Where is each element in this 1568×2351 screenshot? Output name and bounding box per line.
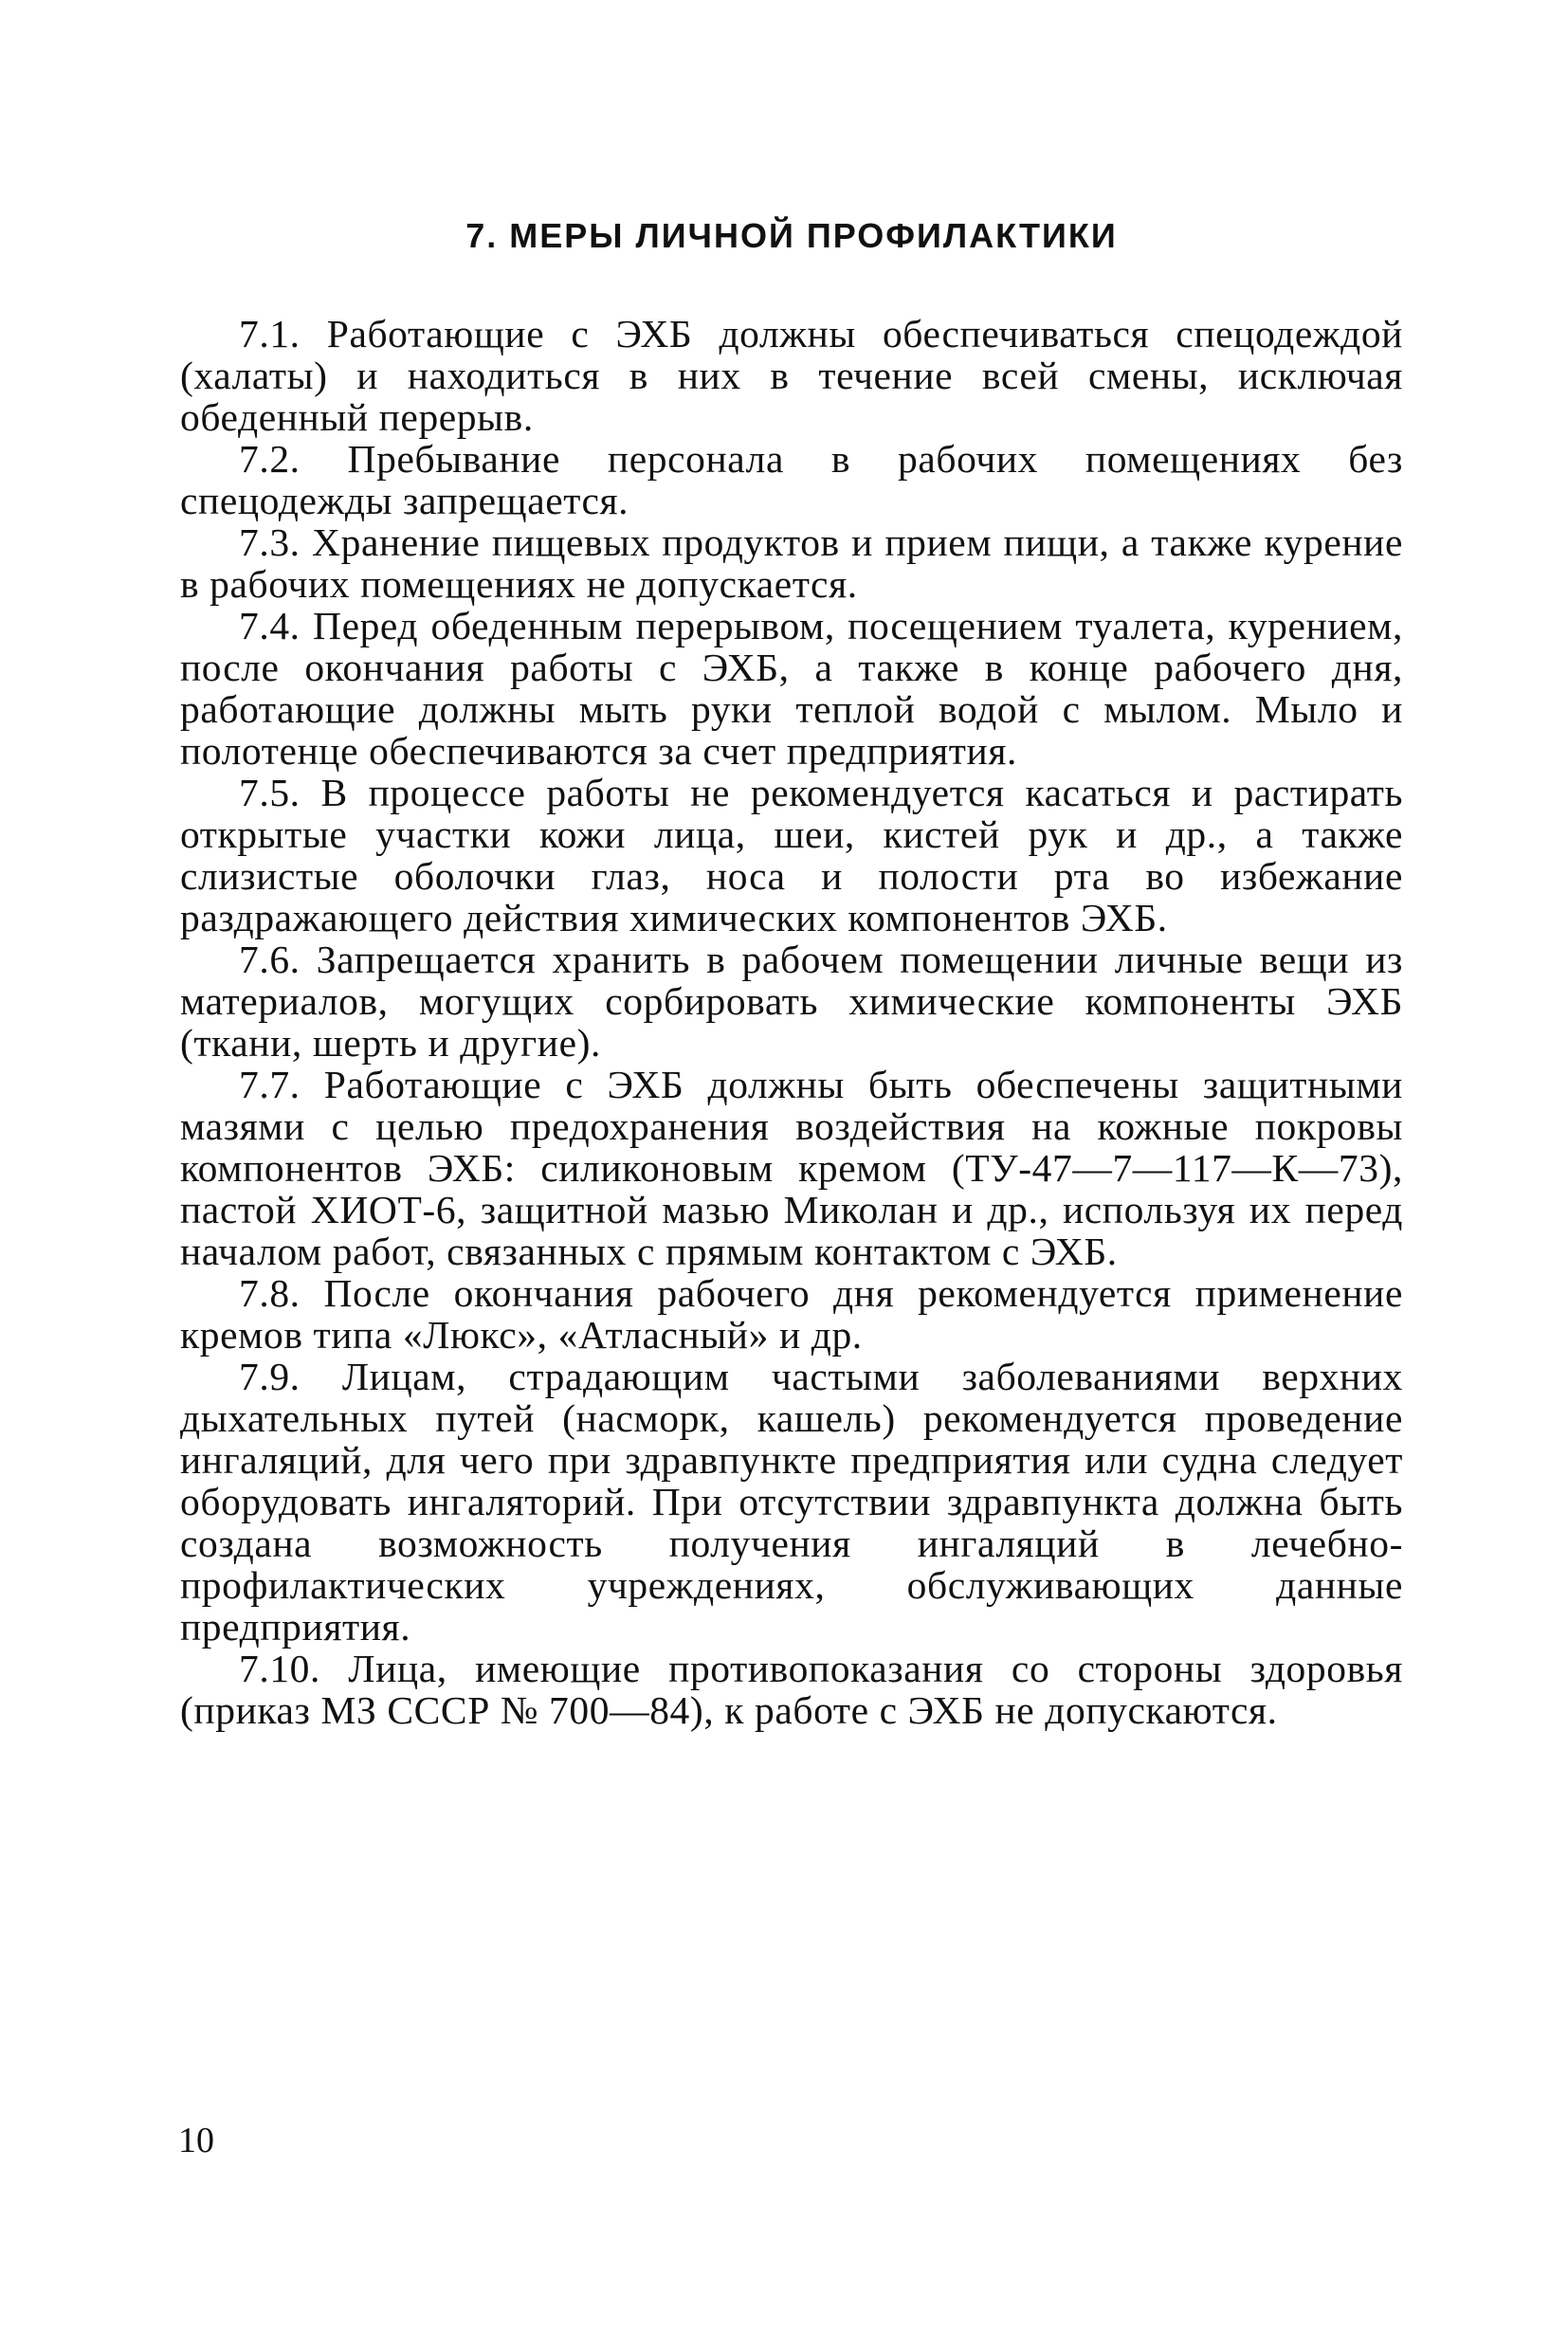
paragraph-7-9: 7.9. Лицам, страдающим частыми заболеваниями верхних дыхательных путей (насморк, кашель) рекомендуется проведение ингаляций, для чего при здравпункте предприятия или судна следует оборудовать ингаляторий. При отсутствии здравпункта должна быть создана возможность получения ингаляций в лечебно-профилактических учреждениях, обслуживающих данные предприятия. [180, 1355, 1403, 1649]
paragraph-7-6: 7.6. Запрещается хранить в рабочем помещении личные вещи из материалов, могущих сорбировать химические компоненты ЭХБ (ткани, шерть и другие). [180, 938, 1403, 1065]
paragraph-7-7: 7.7. Работающие с ЭХБ должны быть обеспечены защитными мазями с целью предохранения воздействия на кожные покровы компонентов ЭХБ: силиконовым кремом (ТУ-47—7—117—К—73), пастой ХИОТ-6, защитной мазью Миколан и др., используя их перед началом работ, связанных с прямым контактом с ЭХБ. [180, 1063, 1403, 1273]
paragraph-7-2: 7.2. Пребывание персонала в рабочих помещениях без спецодежды запрещается. [180, 437, 1403, 522]
paragraph-7-8: 7.8. После окончания рабочего дня рекомендуется применение кремов типа «Люкс», «Атласный» и др. [180, 1271, 1403, 1357]
paragraph-7-10: 7.10. Лица, имеющие противопоказания со стороны здоровья (приказ МЗ СССР № 700—84), к работе с ЭХБ не допускаются. [180, 1647, 1403, 1732]
section-title: 7. МЕРЫ ЛИЧНОЙ ПРОФИЛАКТИКИ [465, 216, 1118, 255]
paragraph-7-3: 7.3. Хранение пищевых продуктов и прием пищи, а также курение в рабочих помещениях не допускается. [180, 520, 1403, 606]
paragraph-7-1: 7.1. Работающие с ЭХБ должны обеспечиваться спецодеждой (халаты) и находиться в них в течение всей смены, исключая обеденный перерыв. [180, 312, 1403, 439]
paragraph-7-5: 7.5. В процессе работы не рекомендуется касаться и растирать открытые участки кожи лица, шеи, кистей рук и др., а также слизистые оболочки глаз, носа и полости рта во избежание раздражающего действия химических компонентов ЭХБ. [180, 771, 1403, 939]
paragraph-7-4: 7.4. Перед обеденным перерывом, посещением туалета, курением, после окончания работы с ЭХБ, а также в конце рабочего дня, работающие должны мыть руки теплой водой с мылом. Мыло и полотенце обеспечиваются за счет предприятия. [180, 604, 1403, 773]
page-number: 10 [178, 2121, 214, 2160]
section-body [180, 313, 1403, 1731]
